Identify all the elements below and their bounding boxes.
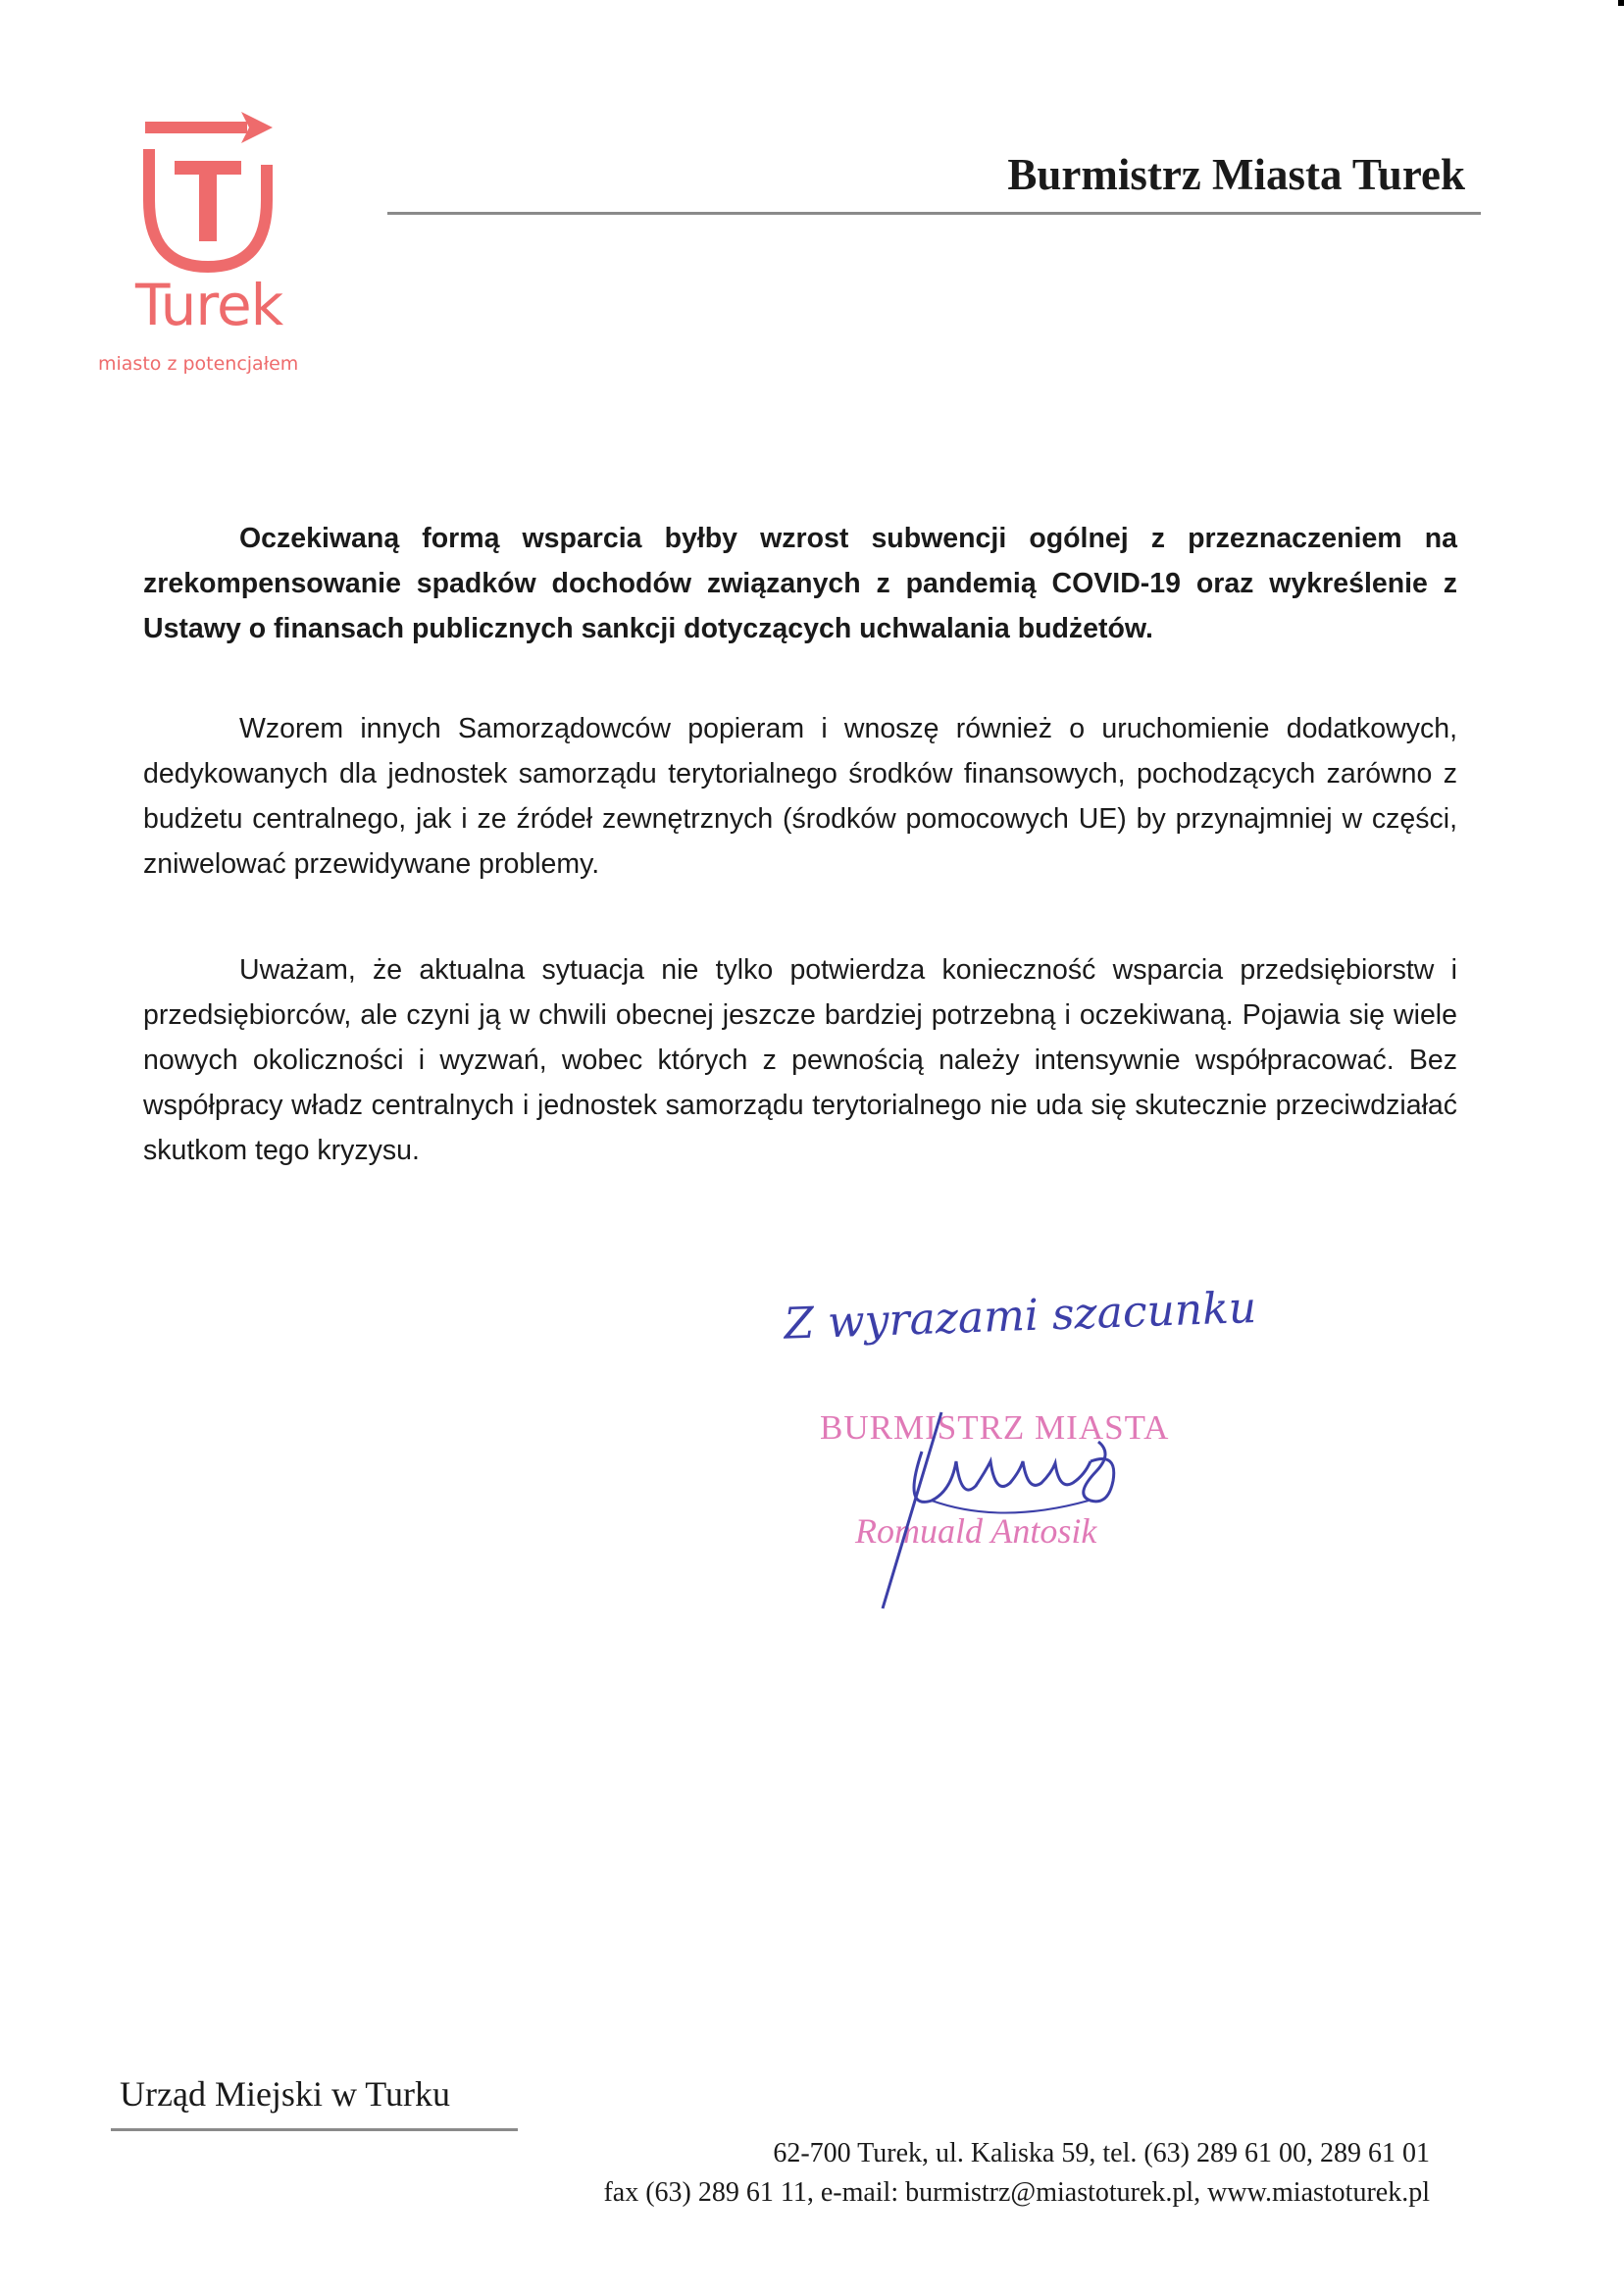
letter-body — [143, 516, 1457, 1234]
scan-mark — [1618, 0, 1624, 6]
header-divider — [387, 212, 1481, 215]
footer-address-line-1: 62-700 Turek, ul. Kaliska 59, tel. (63) 289 61 00, 289 61 01 — [773, 2138, 1430, 2168]
footer-address — [603, 2134, 1430, 2213]
footer-address-line-2: fax (63) 289 61 11, e-mail: burmistrz@miastoturek.pl, www.miastoturek.pl — [603, 2177, 1430, 2208]
signature-icon — [863, 1393, 1157, 1618]
logo-wordmark: Turek — [135, 272, 283, 338]
paragraph-2: Wzorem innych Samorządowców popieram i wnoszę również o uruchomienie dodatkowych, dedykowanych dla jednostek samorządu terytorialnego środków finansowych, pochodzących zarówno z budżetu centralnego, jak i ze źródeł zewnętrznych (środków pomocowych UE) by przynajmniej w części, zniwelować przewidywane problemy. — [143, 713, 1457, 880]
footer-office-name: Urząd Miejski w Turku — [120, 2074, 451, 2114]
city-logo — [94, 110, 339, 384]
logo-tagline: miasto z potencjałem — [98, 353, 299, 375]
stamp-title: BURMISTRZ MIASTA — [820, 1408, 1170, 1447]
paragraph-1: Oczekiwaną formą wsparcia byłby wzrost subwencji ogólnej z przeznaczeniem na zrekompensowanie spadków dochodów związanych z pandemią COVID-19 oraz wykreślenie z Ustawy o finansach publicznych sankcji dotyczących uchwalania budżetów. — [143, 523, 1457, 644]
footer-divider — [111, 2128, 518, 2131]
letterhead-title: Burmistrz Miasta Turek — [1007, 150, 1465, 199]
shield-arrow-icon — [139, 110, 277, 277]
paragraph-3: Uważam, że aktualna sytuacja nie tylko potwierdza konieczność wsparcia przedsiębiorstw i przedsiębiorców, ale czyni ją w chwili obecnej jeszcze bardziej potrzebną i oczekiwaną. Pojawia się wiele nowych okoliczności i wyzwań, wobec których z pewnością należy intensywnie współpracować. Bez współpracy władz centralnych i jednostek samorządu terytorialnego nie uda się skutecznie przeciwdziałać skutkom tego kryzysu. — [143, 954, 1457, 1166]
handwritten-closing: Z wyrazami szacunku — [783, 1282, 1257, 1350]
stamp-name: Romuald Antosik — [855, 1511, 1097, 1551]
